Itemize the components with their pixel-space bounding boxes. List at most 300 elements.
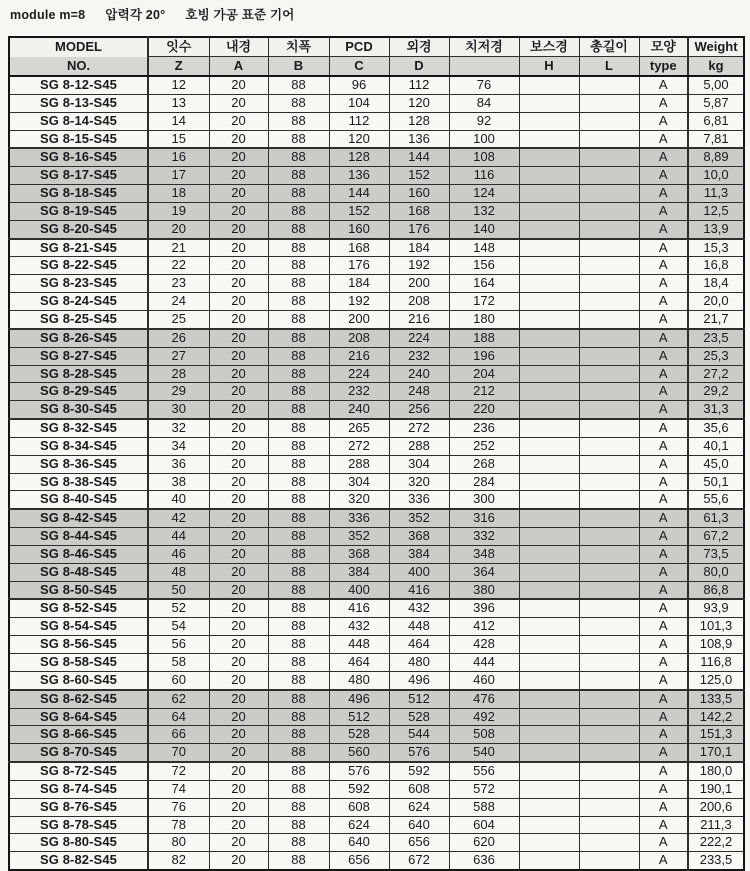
cell-rootdia: 620 [449, 834, 519, 852]
cell-facewidth: 88 [268, 419, 329, 437]
cell-length [579, 599, 639, 617]
cell-pcd: 320 [329, 491, 389, 509]
table-row [9, 708, 744, 726]
cell-facewidth: 88 [268, 654, 329, 672]
cell-length [579, 744, 639, 762]
cell-weight: 35,6 [688, 419, 744, 437]
cell-bore: 20 [209, 148, 268, 166]
cell-pcd: 416 [329, 599, 389, 617]
cell-bossdia [519, 365, 579, 383]
table-row [9, 239, 744, 257]
cell-bore: 20 [209, 202, 268, 220]
cell-weight: 50,1 [688, 473, 744, 491]
cell-pcd: 160 [329, 220, 389, 238]
table-row [9, 618, 744, 636]
cell-facewidth: 88 [268, 852, 329, 870]
cell-shape: A [639, 419, 688, 437]
cell-bore: 20 [209, 509, 268, 527]
cell-bossdia [519, 310, 579, 328]
table-row [9, 690, 744, 708]
cell-teeth: 44 [148, 528, 209, 546]
table-row [9, 437, 744, 455]
cell-facewidth: 88 [268, 834, 329, 852]
cell-facewidth: 88 [268, 347, 329, 365]
cell-rootdia: 156 [449, 257, 519, 275]
cell-model: SG 8-12-S45 [9, 76, 148, 94]
cell-od: 608 [389, 780, 449, 798]
cell-model: SG 8-80-S45 [9, 834, 148, 852]
table-row [9, 473, 744, 491]
cell-weight: 151,3 [688, 726, 744, 744]
cell-od: 640 [389, 816, 449, 834]
cell-bore: 20 [209, 310, 268, 328]
cell-od: 112 [389, 76, 449, 94]
cell-model: SG 8-22-S45 [9, 257, 148, 275]
header-od: 외경 [389, 37, 449, 57]
cell-facewidth: 88 [268, 310, 329, 328]
cell-facewidth: 88 [268, 798, 329, 816]
table-row [9, 383, 744, 401]
cell-teeth: 26 [148, 329, 209, 347]
cell-rootdia: 556 [449, 762, 519, 780]
cell-length [579, 419, 639, 437]
cell-weight: 180,0 [688, 762, 744, 780]
cell-rootdia: 188 [449, 329, 519, 347]
cell-bore: 20 [209, 798, 268, 816]
cell-weight: 142,2 [688, 708, 744, 726]
cell-shape: A [639, 852, 688, 870]
cell-bossdia [519, 671, 579, 689]
table-row [9, 636, 744, 654]
cell-rootdia: 100 [449, 130, 519, 148]
header-rootdia: 치저경 [449, 37, 519, 57]
cell-od: 432 [389, 599, 449, 617]
cell-shape: A [639, 798, 688, 816]
cell-bossdia [519, 834, 579, 852]
cell-rootdia: 212 [449, 383, 519, 401]
cell-bore: 20 [209, 618, 268, 636]
cell-rootdia: 380 [449, 581, 519, 599]
cell-od: 232 [389, 347, 449, 365]
cell-model: SG 8-13-S45 [9, 94, 148, 112]
cell-rootdia: 444 [449, 654, 519, 672]
cell-length [579, 167, 639, 185]
cell-facewidth: 88 [268, 275, 329, 293]
cell-model: SG 8-50-S45 [9, 581, 148, 599]
cell-length [579, 726, 639, 744]
cell-bossdia [519, 726, 579, 744]
cell-bore: 20 [209, 239, 268, 257]
cell-weight: 233,5 [688, 852, 744, 870]
cell-facewidth: 88 [268, 437, 329, 455]
cell-pcd: 304 [329, 473, 389, 491]
cell-rootdia: 164 [449, 275, 519, 293]
cell-teeth: 66 [148, 726, 209, 744]
table-body [9, 76, 744, 870]
cell-od: 480 [389, 654, 449, 672]
cell-model: SG 8-82-S45 [9, 852, 148, 870]
header-teeth-sym: Z [148, 57, 209, 77]
cell-rootdia: 252 [449, 437, 519, 455]
cell-model: SG 8-14-S45 [9, 112, 148, 130]
cell-length [579, 293, 639, 311]
cell-rootdia: 428 [449, 636, 519, 654]
cell-od: 624 [389, 798, 449, 816]
cell-shape: A [639, 671, 688, 689]
cell-bore: 20 [209, 708, 268, 726]
cell-length [579, 654, 639, 672]
cell-bore: 20 [209, 636, 268, 654]
cell-bore: 20 [209, 563, 268, 581]
cell-shape: A [639, 220, 688, 238]
cell-facewidth: 88 [268, 636, 329, 654]
cell-rootdia: 172 [449, 293, 519, 311]
cell-facewidth: 88 [268, 690, 329, 708]
cell-facewidth: 88 [268, 401, 329, 419]
cell-shape: A [639, 148, 688, 166]
cell-model: SG 8-17-S45 [9, 167, 148, 185]
table-row [9, 798, 744, 816]
cell-length [579, 491, 639, 509]
cell-weight: 12,5 [688, 202, 744, 220]
cell-teeth: 70 [148, 744, 209, 762]
cell-bossdia [519, 852, 579, 870]
table-row [9, 275, 744, 293]
table-row [9, 167, 744, 185]
header-bossdia: 보스경 [519, 37, 579, 57]
cell-model: SG 8-58-S45 [9, 654, 148, 672]
cell-pcd: 368 [329, 545, 389, 563]
cell-teeth: 16 [148, 148, 209, 166]
cell-bossdia [519, 202, 579, 220]
cell-shape: A [639, 112, 688, 130]
cell-length [579, 148, 639, 166]
page-top-note [10, 5, 315, 23]
cell-shape: A [639, 618, 688, 636]
gear-spec-table [8, 36, 745, 871]
cell-rootdia: 492 [449, 708, 519, 726]
cell-model: SG 8-26-S45 [9, 329, 148, 347]
cell-pcd: 624 [329, 816, 389, 834]
cell-bossdia [519, 636, 579, 654]
cell-model: SG 8-44-S45 [9, 528, 148, 546]
cell-teeth: 64 [148, 708, 209, 726]
header-bore-sym: A [209, 57, 268, 77]
cell-rootdia: 412 [449, 618, 519, 636]
cell-weight: 73,5 [688, 545, 744, 563]
cell-bossdia [519, 130, 579, 148]
table-row [9, 780, 744, 798]
cell-bossdia [519, 581, 579, 599]
cell-shape: A [639, 708, 688, 726]
cell-pcd: 576 [329, 762, 389, 780]
cell-facewidth: 88 [268, 112, 329, 130]
table-row [9, 528, 744, 546]
cell-model: SG 8-54-S45 [9, 618, 148, 636]
cell-teeth: 46 [148, 545, 209, 563]
cell-rootdia: 268 [449, 455, 519, 473]
cell-facewidth: 88 [268, 708, 329, 726]
cell-bossdia [519, 275, 579, 293]
cell-pcd: 136 [329, 167, 389, 185]
cell-shape: A [639, 257, 688, 275]
header-model-line2: NO. [9, 57, 148, 77]
cell-bore: 20 [209, 401, 268, 419]
table-row [9, 401, 744, 419]
cell-model: SG 8-32-S45 [9, 419, 148, 437]
cell-model: SG 8-76-S45 [9, 798, 148, 816]
cell-teeth: 19 [148, 202, 209, 220]
table-row [9, 148, 744, 166]
cell-teeth: 20 [148, 220, 209, 238]
cell-shape: A [639, 834, 688, 852]
cell-weight: 20,0 [688, 293, 744, 311]
cell-pcd: 120 [329, 130, 389, 148]
table-row [9, 563, 744, 581]
cell-bossdia [519, 798, 579, 816]
cell-pcd: 592 [329, 780, 389, 798]
cell-rootdia: 140 [449, 220, 519, 238]
header-model-line1: MODEL [9, 37, 148, 57]
cell-model: SG 8-78-S45 [9, 816, 148, 834]
cell-bore: 20 [209, 491, 268, 509]
header-row-top [9, 37, 744, 57]
table-row [9, 762, 744, 780]
cell-bore: 20 [209, 744, 268, 762]
cell-teeth: 42 [148, 509, 209, 527]
cell-weight: 8,89 [688, 148, 744, 166]
cell-teeth: 80 [148, 834, 209, 852]
cell-length [579, 780, 639, 798]
cell-shape: A [639, 329, 688, 347]
cell-shape: A [639, 455, 688, 473]
cell-facewidth: 88 [268, 726, 329, 744]
cell-teeth: 36 [148, 455, 209, 473]
cell-bossdia [519, 654, 579, 672]
cell-length [579, 690, 639, 708]
cell-teeth: 76 [148, 798, 209, 816]
cell-facewidth: 88 [268, 257, 329, 275]
cell-od: 120 [389, 94, 449, 112]
cell-od: 528 [389, 708, 449, 726]
cell-od: 352 [389, 509, 449, 527]
cell-model: SG 8-46-S45 [9, 545, 148, 563]
cell-rootdia: 476 [449, 690, 519, 708]
cell-od: 400 [389, 563, 449, 581]
cell-length [579, 455, 639, 473]
cell-bore: 20 [209, 852, 268, 870]
cell-rootdia: 108 [449, 148, 519, 166]
cell-rootdia: 364 [449, 563, 519, 581]
cell-weight: 61,3 [688, 509, 744, 527]
cell-weight: 67,2 [688, 528, 744, 546]
cell-pcd: 496 [329, 690, 389, 708]
cell-rootdia: 116 [449, 167, 519, 185]
cell-length [579, 202, 639, 220]
cell-teeth: 58 [148, 654, 209, 672]
cell-length [579, 834, 639, 852]
cell-bore: 20 [209, 347, 268, 365]
cell-od: 184 [389, 239, 449, 257]
cell-bore: 20 [209, 167, 268, 185]
cell-weight: 80,0 [688, 563, 744, 581]
cell-shape: A [639, 545, 688, 563]
cell-teeth: 32 [148, 419, 209, 437]
cell-od: 136 [389, 130, 449, 148]
cell-weight: 108,9 [688, 636, 744, 654]
header-weight-unit: kg [688, 57, 744, 77]
cell-pcd: 448 [329, 636, 389, 654]
cell-facewidth: 88 [268, 618, 329, 636]
cell-shape: A [639, 383, 688, 401]
cell-bossdia [519, 509, 579, 527]
cell-od: 320 [389, 473, 449, 491]
cell-weight: 93,9 [688, 599, 744, 617]
cell-model: SG 8-60-S45 [9, 671, 148, 689]
cell-bore: 20 [209, 329, 268, 347]
cell-rootdia: 204 [449, 365, 519, 383]
cell-model: SG 8-25-S45 [9, 310, 148, 328]
cell-teeth: 18 [148, 185, 209, 203]
cell-pcd: 512 [329, 708, 389, 726]
cell-rootdia: 132 [449, 202, 519, 220]
cell-pcd: 240 [329, 401, 389, 419]
cell-facewidth: 88 [268, 365, 329, 383]
cell-bossdia [519, 329, 579, 347]
cell-length [579, 76, 639, 94]
cell-bore: 20 [209, 130, 268, 148]
table-row [9, 545, 744, 563]
cell-od: 128 [389, 112, 449, 130]
cell-facewidth: 88 [268, 202, 329, 220]
cell-teeth: 62 [148, 690, 209, 708]
cell-bossdia [519, 618, 579, 636]
table-row [9, 310, 744, 328]
cell-facewidth: 88 [268, 329, 329, 347]
cell-length [579, 329, 639, 347]
cell-rootdia: 124 [449, 185, 519, 203]
header-facewidth: 치폭 [268, 37, 329, 57]
cell-od: 176 [389, 220, 449, 238]
table-row [9, 257, 744, 275]
cell-bossdia [519, 780, 579, 798]
cell-pcd: 288 [329, 455, 389, 473]
cell-facewidth: 88 [268, 545, 329, 563]
cell-rootdia: 148 [449, 239, 519, 257]
cell-bossdia [519, 76, 579, 94]
cell-pcd: 352 [329, 528, 389, 546]
cell-facewidth: 88 [268, 94, 329, 112]
cell-weight: 29,2 [688, 383, 744, 401]
cell-od: 256 [389, 401, 449, 419]
table-row [9, 220, 744, 238]
cell-od: 416 [389, 581, 449, 599]
cell-weight: 5,87 [688, 94, 744, 112]
cell-rootdia: 508 [449, 726, 519, 744]
cell-length [579, 401, 639, 419]
cell-od: 448 [389, 618, 449, 636]
cell-od: 168 [389, 202, 449, 220]
cell-weight: 16,8 [688, 257, 744, 275]
cell-weight: 211,3 [688, 816, 744, 834]
cell-model: SG 8-70-S45 [9, 744, 148, 762]
cell-shape: A [639, 599, 688, 617]
cell-teeth: 40 [148, 491, 209, 509]
table-row [9, 491, 744, 509]
cell-bossdia [519, 401, 579, 419]
cell-bossdia [519, 220, 579, 238]
cell-bossdia [519, 293, 579, 311]
cell-rootdia: 220 [449, 401, 519, 419]
cell-pcd: 464 [329, 654, 389, 672]
table-row [9, 509, 744, 527]
cell-od: 672 [389, 852, 449, 870]
cell-length [579, 347, 639, 365]
cell-bossdia [519, 599, 579, 617]
table-row [9, 726, 744, 744]
table-row [9, 419, 744, 437]
table-row [9, 347, 744, 365]
cell-od: 592 [389, 762, 449, 780]
cell-model: SG 8-72-S45 [9, 762, 148, 780]
header-shape-sym: type [639, 57, 688, 77]
cell-teeth: 56 [148, 636, 209, 654]
cell-bore: 20 [209, 834, 268, 852]
cell-bossdia [519, 257, 579, 275]
cell-bore: 20 [209, 690, 268, 708]
cell-od: 240 [389, 365, 449, 383]
cell-length [579, 112, 639, 130]
cell-weight: 15,3 [688, 239, 744, 257]
table-row [9, 293, 744, 311]
header-bore: 내경 [209, 37, 268, 57]
cell-facewidth: 88 [268, 130, 329, 148]
header-row-sub [9, 57, 744, 77]
cell-weight: 23,5 [688, 329, 744, 347]
cell-model: SG 8-38-S45 [9, 473, 148, 491]
cell-bore: 20 [209, 383, 268, 401]
cell-model: SG 8-42-S45 [9, 509, 148, 527]
cell-facewidth: 88 [268, 76, 329, 94]
table-row [9, 202, 744, 220]
cell-rootdia: 540 [449, 744, 519, 762]
cell-model: SG 8-15-S45 [9, 130, 148, 148]
cell-bore: 20 [209, 419, 268, 437]
cell-rootdia: 180 [449, 310, 519, 328]
cell-bossdia [519, 148, 579, 166]
cell-pcd: 528 [329, 726, 389, 744]
cell-rootdia: 316 [449, 509, 519, 527]
cell-bore: 20 [209, 112, 268, 130]
cell-od: 144 [389, 148, 449, 166]
cell-facewidth: 88 [268, 491, 329, 509]
cell-length [579, 852, 639, 870]
cell-rootdia: 396 [449, 599, 519, 617]
cell-teeth: 48 [148, 563, 209, 581]
cell-shape: A [639, 690, 688, 708]
cell-model: SG 8-48-S45 [9, 563, 148, 581]
cell-model: SG 8-29-S45 [9, 383, 148, 401]
header-od-sym: D [389, 57, 449, 77]
cell-pcd: 336 [329, 509, 389, 527]
cell-weight: 7,81 [688, 130, 744, 148]
cell-od: 192 [389, 257, 449, 275]
cell-weight: 40,1 [688, 437, 744, 455]
cell-bore: 20 [209, 76, 268, 94]
cell-facewidth: 88 [268, 744, 329, 762]
cell-model: SG 8-30-S45 [9, 401, 148, 419]
cell-od: 224 [389, 329, 449, 347]
